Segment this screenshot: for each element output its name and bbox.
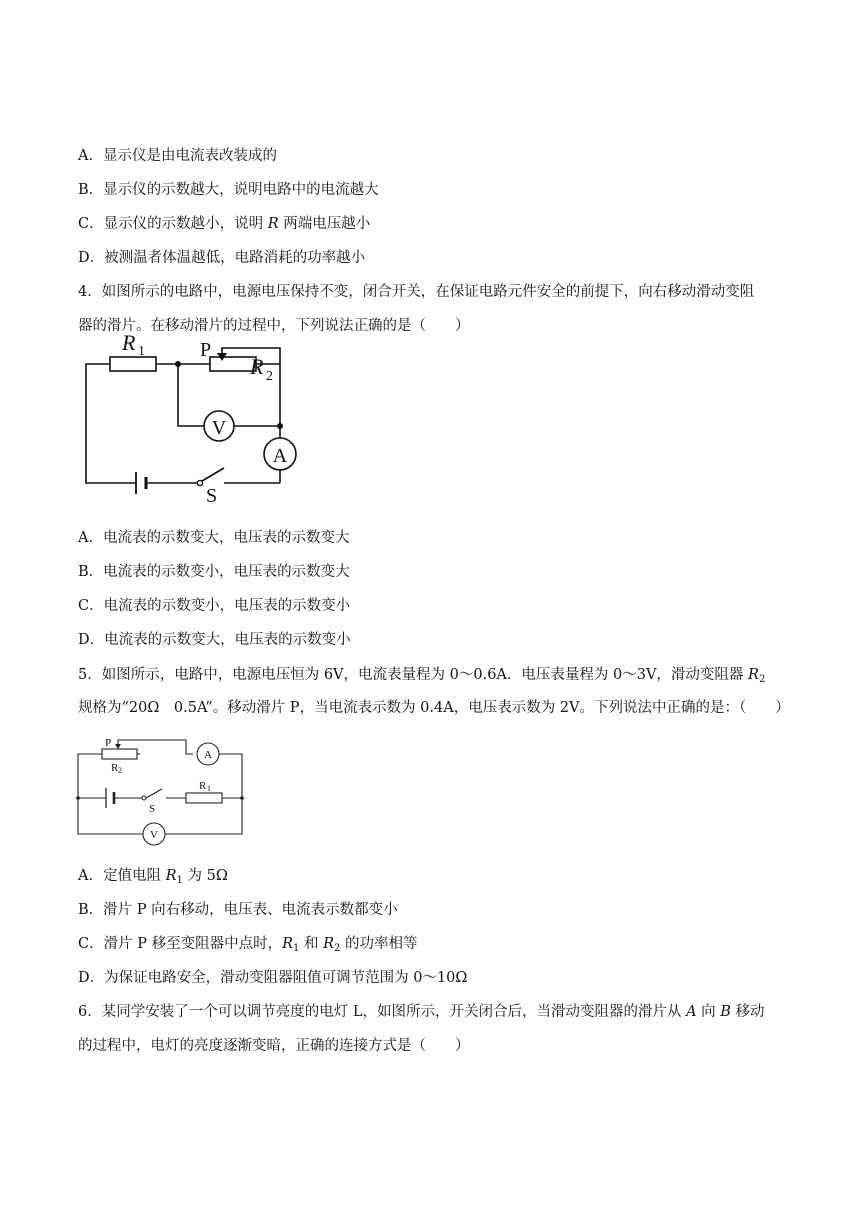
q5-wire-bottom-left (78, 798, 143, 834)
q4-r1-resistor (110, 357, 156, 371)
q5-stem-var: R (748, 667, 759, 683)
q5-junction-left (76, 796, 80, 800)
q5-switch-blade (146, 789, 162, 798)
q5-option-c-text-2: 和 (299, 936, 324, 952)
q3-option-d: D．被测温者体温越低，电路消耗的功率越小 (78, 250, 366, 266)
q5-option-c-sub-1: 1 (293, 943, 300, 954)
q3-option-c-text-2: 两端电压越小 (278, 216, 371, 232)
q4-wire-left (86, 364, 136, 483)
q4-circuit-diagram (80, 330, 300, 507)
q4-option-d: D．电流表的示数变大，电压表的示数变小 (78, 632, 351, 648)
q5-r1-resistor (186, 793, 222, 803)
q3-option-b: B．显示仪的示数越大，说明电路中的电流越大 (78, 182, 379, 198)
q6-stem-var-b: B (720, 1004, 731, 1020)
q5-r2-label: R (111, 762, 119, 774)
q5-stem-sub: 2 (758, 674, 766, 685)
q4-ammeter-label: A (272, 445, 288, 467)
q4-r1-sub: 1 (138, 344, 145, 359)
q5-option-c-sub-2: 2 (334, 943, 341, 954)
q6-stem-line-1 (78, 1002, 765, 1022)
q5-option-a-sub: 1 (176, 875, 183, 886)
q3-option-c-var: R (267, 216, 279, 232)
q5-stem-line-1 (78, 665, 765, 690)
q5-option-d: D．为保证电路安全，滑动变阻器阻值可调节范围为 0～10Ω (78, 970, 468, 986)
q4-voltmeter-label: V (211, 417, 227, 439)
q3-option-a: A．显示仪是由电流表改装成的 (78, 148, 277, 164)
q4-junction-left (175, 361, 181, 367)
q5-option-b: B．滑片 P 向右移动，电压表、电流表示数都变小 (78, 902, 398, 918)
q4-switch-label: S (206, 485, 218, 507)
q5-switch-pivot (142, 796, 146, 800)
q4-switch-pivot (197, 480, 202, 485)
q5-ammeter-label: A (204, 749, 212, 761)
q3-option-c-text-1: C．显示仪的示数越小，说明 (78, 216, 268, 232)
q5-option-a (78, 866, 228, 891)
q5-slider-wire (118, 740, 193, 754)
q4-voltmeter-wire-left (178, 364, 204, 426)
q4-junction-right (277, 423, 283, 429)
q5-circuit-diagram (78, 736, 248, 840)
q4-r2-sub: 2 (266, 369, 273, 384)
q4-option-c: C．电流表的示数变小，电压表的示数变小 (78, 598, 351, 614)
q6-stem-text-3: 移动 (730, 1004, 765, 1020)
q4-stem-line-2: 器的滑片。在移动滑片的过程中，下列说法正确的是（ ） (78, 318, 470, 334)
q4-r1-label: R (122, 330, 136, 355)
q5-junction-right (240, 796, 244, 800)
q5-stem-line-2: 规格为“20Ω 0.5A”。移动滑片 P，当电流表示数为 0.4A，电压表示数为 2V。下列说法中正确的是：（ ） (78, 700, 790, 716)
q5-option-a-text-2: 为 5Ω (182, 868, 228, 884)
q4-stem-line-1: 4．如图所示的电路中，电源电压保持不变，闭合开关，在保证电路元件安全的前提下，向右移动滑动变阻 (78, 284, 755, 300)
q6-stem-text-1: 6．某同学安装了一个可以调节亮度的电灯 L，如图所示，开关闭合后，当滑动变阻器的滑片从 (78, 1004, 687, 1020)
q5-voltmeter-label: V (150, 829, 158, 841)
q5-option-c (78, 934, 418, 959)
q5-wire-top-right (219, 754, 242, 798)
q5-p-label: P (105, 737, 112, 749)
q4-option-b: B．电流表的示数变小，电压表的示数变大 (78, 564, 350, 580)
q5-option-c-text-3: 的功率相等 (340, 936, 418, 952)
q3-option-c (78, 214, 370, 234)
q5-slider-arrow (115, 744, 121, 749)
q4-option-a: A．电流表的示数变大，电压表的示数变大 (78, 530, 350, 546)
q5-r2-resistor (102, 749, 137, 759)
q5-r2-sub: 2 (118, 766, 122, 775)
q5-switch-label: S (149, 803, 156, 815)
q5-stem-text: 5．如图所示，电路中，电源电压恒为 6V，电流表量程为 0～0.6A．电压表量程为 0～3V，滑动变阻器 (78, 667, 749, 683)
q4-r2-label: R (250, 354, 264, 379)
q5-r1-sub: 1 (207, 784, 211, 793)
q5-option-c-var-1: R (282, 936, 293, 952)
q6-stem-var-a: A (686, 1004, 697, 1020)
q6-stem-line-2: 的过程中，电灯的亮度逐渐变暗，正确的连接方式是（ ） (78, 1038, 470, 1054)
q5-option-a-var: R (165, 868, 177, 884)
q4-switch-blade (202, 468, 224, 481)
q4-p-label: P (200, 339, 212, 361)
q5-r1-label: R (199, 780, 207, 792)
q5-wire-top-left (78, 754, 102, 798)
q6-stem-text-2: 向 (696, 1004, 721, 1020)
q5-option-c-text-1: C．滑片 P 移至变阻器中点时， (78, 936, 283, 952)
q5-option-a-text-1: A．定值电阻 (78, 868, 166, 884)
q5-option-c-var-2: R (323, 936, 335, 952)
